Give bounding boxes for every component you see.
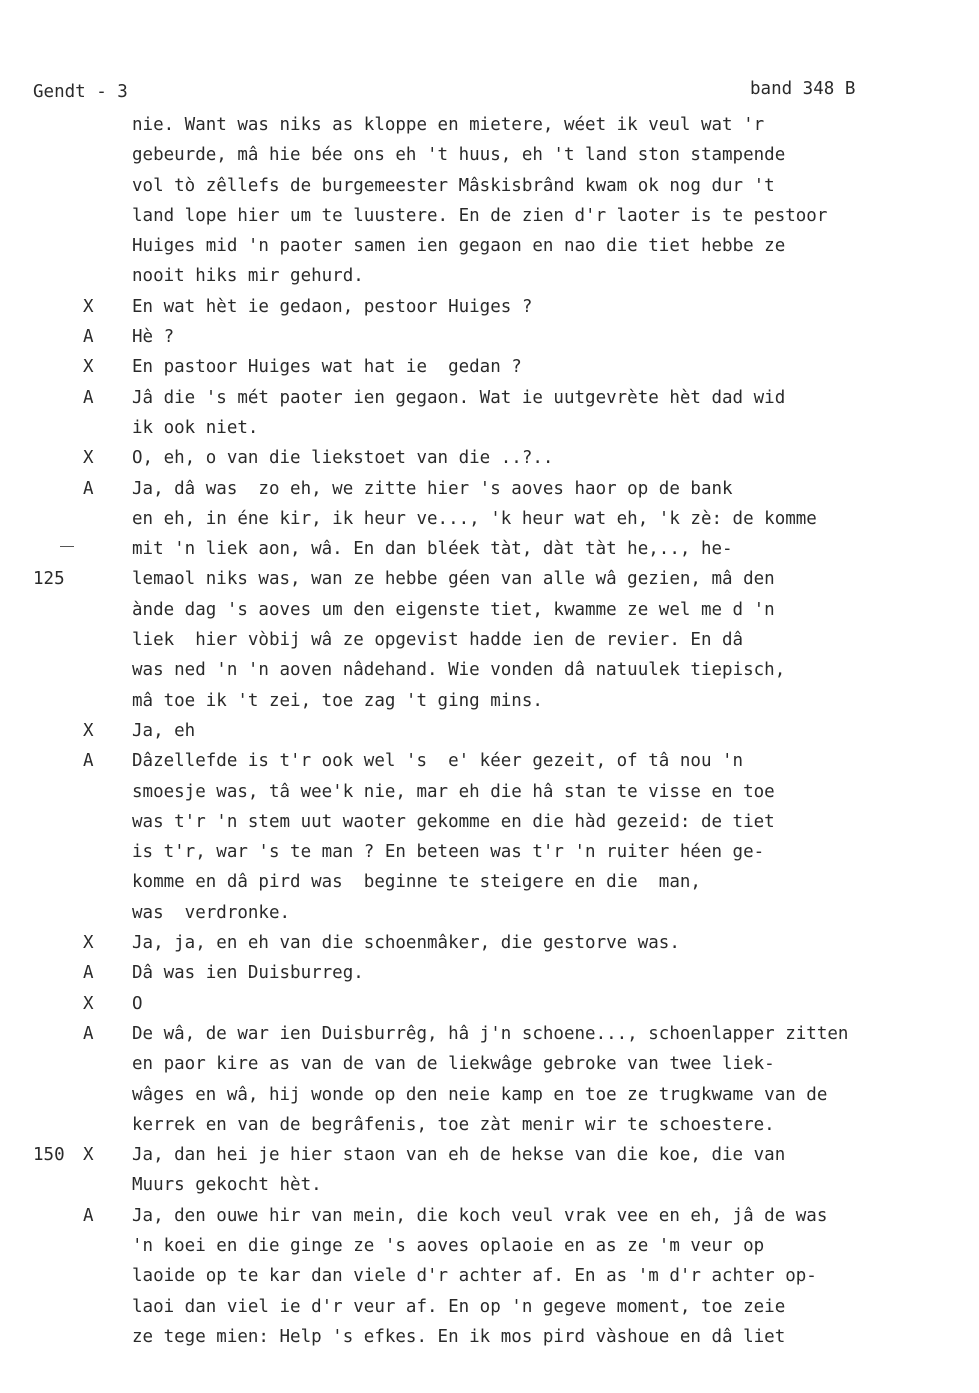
line-text: Jâ die 's mét paoter ien gegaon. Wat ie uutgevrète hèt dad wid — [132, 387, 786, 408]
speaker-label: A — [83, 327, 94, 348]
line-text: liek hier vòbij wâ ze opgevist hadde ien de revier. En dâ — [132, 630, 744, 651]
line-text: mâ toe ik 't zei, toe zag 't ging mins. — [132, 690, 543, 711]
transcript-line — [0, 989, 979, 1019]
transcript-line — [0, 1322, 979, 1352]
line-number: 125 — [33, 569, 65, 590]
transcript-line — [0, 322, 979, 352]
line-text: laoi dan viel ie d'r veur af. En op 'n gegeve moment, toe zeie — [132, 1296, 786, 1317]
line-text: komme en dâ pird was beginne te steigere en die man, — [132, 872, 701, 893]
line-text: Hè ? — [132, 327, 175, 348]
line-text: 'n koei en die ginge ze 's aoves oplaoie en as ze 'm veur op — [132, 1235, 765, 1256]
line-text: O — [132, 993, 143, 1014]
speaker-label: X — [83, 448, 94, 469]
line-text: was t'r 'n stem uut waoter gekomme en die hàd gezeid: de tiet — [132, 811, 775, 832]
line-text: O, eh, o van die liekstoet van die ..?.. — [132, 448, 554, 469]
transcript-line — [0, 171, 979, 201]
transcript-line — [0, 1080, 979, 1110]
line-text: vol tò zêllefs de burgemeester Mâskisbrând kwam ok nog dur 't — [132, 175, 775, 196]
speaker-label: A — [83, 478, 94, 499]
line-text: laoide op te kar dan viele d'r achter af. En as 'm d'r achter op- — [132, 1266, 817, 1287]
transcript-line — [0, 1049, 979, 1079]
transcript-line — [0, 898, 979, 928]
line-text: is t'r, war 's te man ? En beteen was t'r 'n ruiter héen ge- — [132, 842, 765, 863]
transcript-line — [0, 564, 979, 594]
transcript-line — [0, 504, 979, 534]
transcript-line — [0, 383, 979, 413]
transcript-line — [0, 1170, 979, 1200]
speaker-label: A — [83, 1023, 94, 1044]
line-text: land lope hier um te luustere. En de zien d'r laoter is te pestoor — [132, 205, 828, 226]
line-text: De wâ, de war ien Duisburrêg, hâ j'n schoene..., schoenlapper zitten — [132, 1023, 849, 1044]
speaker-label: X — [83, 357, 94, 378]
line-text: mit 'n liek aon, wâ. En dan bléek tàt, dàt tàt he,.., he- — [132, 539, 733, 560]
line-text: En wat hèt ie gedaon, pestoor Huiges ? — [132, 296, 533, 317]
speaker-label: X — [83, 720, 94, 741]
header-tape-number: band 348 B — [750, 79, 856, 99]
speaker-label: A — [83, 1205, 94, 1226]
transcript-line — [0, 352, 979, 382]
transcript-line — [0, 716, 979, 746]
transcript-line — [0, 201, 979, 231]
line-text: lemaol niks was, wan ze hebbe géen van alle wâ gezien, mâ den — [132, 569, 775, 590]
transcript-line — [0, 231, 979, 261]
transcript-line — [0, 140, 979, 170]
line-text: En pastoor Huiges wat hat ie gedan ? — [132, 357, 522, 378]
line-text: Dâ was ien Duisburreg. — [132, 963, 364, 984]
transcript-line — [0, 1292, 979, 1322]
transcript-line — [0, 625, 979, 655]
line-text: Ja, ja, en eh van die schoenmâker, die gestorve was. — [132, 933, 680, 954]
transcript-line — [0, 1231, 979, 1261]
speaker-label: X — [83, 933, 94, 954]
line-text: smoesje was, tâ wee'k nie, mar eh die hâ stan te visse en toe — [132, 781, 775, 802]
transcript-line — [0, 595, 979, 625]
transcript-line — [0, 686, 979, 716]
line-text: Ja, den ouwe hir van mein, die koch veul vrak vee en eh, jâ de was — [132, 1205, 828, 1226]
transcript-line — [0, 746, 979, 776]
line-text: was ned 'n 'n aoven nâdehand. Wie vonden dâ natuulek tiepisch, — [132, 660, 786, 681]
line-text: wâges en wâ, hij wonde op den neie kamp en toe ze trugkwame van de — [132, 1084, 828, 1105]
line-text: Dâzellefde is t'r ook wel 's e' kéer gezeit, of tâ nou 'n — [132, 751, 744, 772]
speaker-label: X — [83, 296, 94, 317]
transcript-line — [0, 413, 979, 443]
line-text: ànde dag 's aoves um den eigenste tiet, kwamme ze wel me d 'n — [132, 599, 775, 620]
line-text: ik ook niet. — [132, 417, 259, 438]
transcript-line — [0, 292, 979, 322]
transcript-line — [0, 837, 979, 867]
line-text: Muurs gekocht hèt. — [132, 1175, 322, 1196]
transcript-lines — [0, 110, 979, 1352]
speaker-label: A — [83, 387, 94, 408]
line-text: gebeurde, mâ hie bée ons eh 't huus, eh 't land ston stampende — [132, 145, 786, 166]
transcript-line — [0, 958, 979, 988]
header-location: Gendt - 3 — [33, 82, 128, 102]
transcript-line — [0, 534, 979, 564]
transcript-line — [0, 928, 979, 958]
transcript-line — [0, 110, 979, 140]
transcript-line — [0, 867, 979, 897]
line-text: Ja, eh — [132, 720, 196, 741]
transcript-line — [0, 474, 979, 504]
line-text: Huiges mid 'n paoter samen ien gegaon en nao die tiet hebbe ze — [132, 236, 786, 257]
transcript-line — [0, 807, 979, 837]
transcript-line — [0, 261, 979, 291]
line-text: nooit hiks mir gehurd. — [132, 266, 364, 287]
line-number: 150 — [33, 1145, 65, 1166]
transcript-line — [0, 1140, 979, 1170]
transcript-line — [0, 1019, 979, 1049]
transcript-line — [0, 1201, 979, 1231]
speaker-label: X — [83, 1145, 94, 1166]
line-text: en paor kire as van de van de liekwâge gebroke van twee liek- — [132, 1054, 775, 1075]
speaker-label: A — [83, 751, 94, 772]
line-text: Ja, dan hei je hier staon van eh de hekse van die koe, die van — [132, 1145, 786, 1166]
transcript-line — [0, 1261, 979, 1291]
speaker-label: A — [83, 963, 94, 984]
transcript-line — [0, 1110, 979, 1140]
line-text: was verdronke. — [132, 902, 291, 923]
line-text: Ja, dâ was zo eh, we zitte hier 's aoves haor op de bank — [132, 478, 733, 499]
line-text: ze tege mien: Help 's efkes. En ik mos pird vàshoue en dâ liet — [132, 1326, 786, 1347]
line-text: en eh, in éne kir, ik heur ve..., 'k heur wat eh, 'k zè: de komme — [132, 508, 817, 529]
transcript-line — [0, 443, 979, 473]
transcript-line — [0, 777, 979, 807]
transcript-line — [0, 655, 979, 685]
line-text: kerrek en van de begrâfenis, toe zàt menir wir te schoestere. — [132, 1114, 775, 1135]
line-text: nie. Want was niks as kloppe en mietere, wéet ik veul wat 'r — [132, 115, 765, 135]
speaker-label: X — [83, 993, 94, 1014]
